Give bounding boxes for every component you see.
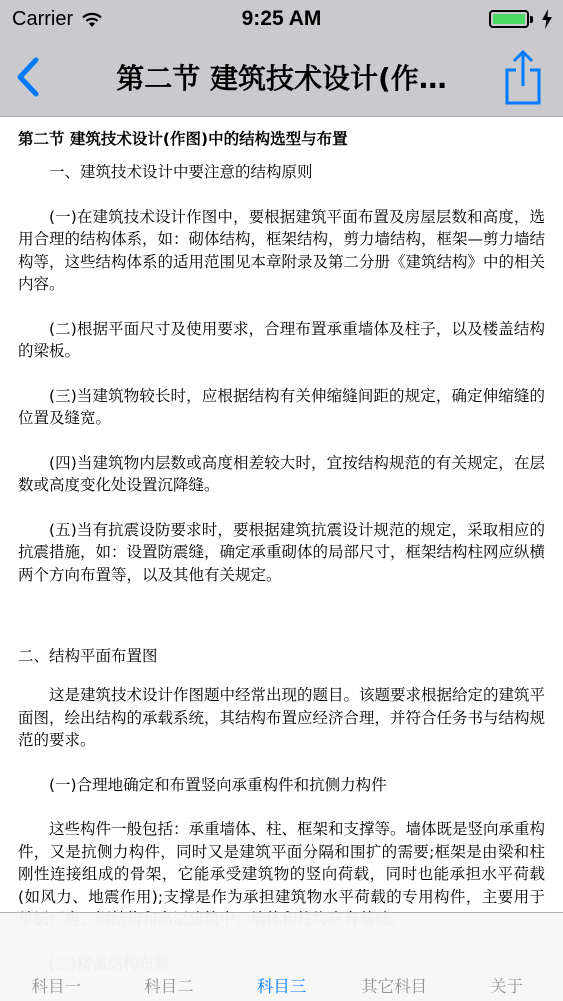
page-title: 第二节 建筑技术设计(作…	[116, 62, 447, 95]
battery-icon	[489, 10, 529, 28]
document-title: 第二节 建筑技术设计(作图)中的结构选型与布置	[18, 130, 348, 148]
charging-bolt-icon	[541, 9, 553, 29]
share-icon	[501, 48, 545, 106]
tab-subject-3[interactable]: 科目三	[256, 977, 307, 996]
tab-bar	[0, 912, 563, 1001]
share-button[interactable]	[501, 48, 545, 106]
paragraph: 这些构件一般包括：承重墙体、柱、框架和支撑等。墙体既是竖向承重构件，又是抗侧力构件，同时又是建筑平面分隔和围扩的需要;框架是由梁和柱刚性连接组成的骨架，它能承受建筑物的竖向荷载，同时也能承担水平荷载(如风力、地震作用);支撑是作为承担建筑物水平荷载的专用构件，主要用于	[18, 820, 546, 906]
section-heading: 一、建筑技术设计中要注意的结构原则	[49, 163, 313, 181]
navigation-bar	[0, 40, 563, 117]
tab-subject-1[interactable]: 科目一	[31, 977, 82, 996]
status-right	[489, 9, 553, 29]
paragraph: (四)当建筑物内层数或高度相差较大时，宜按结构规范的有关规定，在层数或高度变化处设置沉降缝。	[18, 453, 545, 494]
paragraph: 这是建筑技术设计作图题中经常出现的题目。该题要求根据给定的建筑平面图，绘出结构的承载系统，其结构布置应经济合理，并符合任务书与结构规范的要求。	[18, 686, 546, 749]
carrier-label: Carrier	[12, 8, 74, 30]
tab-about[interactable]: 关于	[490, 977, 524, 996]
document-content[interactable]	[0, 117, 563, 912]
chevron-left-icon	[10, 52, 50, 102]
paragraph: (二)根据平面尺寸及使用要求，合理布置承重墙体及柱子，以及楼盖结构的梁板。	[18, 319, 545, 360]
back-button[interactable]	[10, 52, 50, 102]
status-time: 9:25 AM	[241, 7, 322, 30]
paragraph: (五)当有抗震设防要求时，要根据建筑抗震设计规范的规定，采取相应的抗震措施，如：设置防震缝，确定承重砌体的局部尺寸，框架结构柱网应纵横两个方向布置等，以及其他有关规定。	[18, 520, 546, 584]
tab-subject-2[interactable]: 科目二	[144, 977, 194, 996]
battery-level	[493, 14, 525, 24]
status-bar	[0, 0, 563, 40]
paragraph: (一)合理地确定和布置竖向承重构件和抗侧力构件	[49, 775, 387, 794]
tab-other-subjects[interactable]: 其它科目	[361, 977, 428, 996]
paragraph: (一)在建筑技术设计作图中，要根据建筑平面布置及房屋层数和高度，选用合理的结构体系，如：砌体结构，框架结构，剪力墙结构，框架—剪力墙结构等，这些结构体系的适用范围见本章附录及第二分册《建筑结构》中的相关内容。	[18, 207, 546, 293]
section-heading: 二、结构平面布置图	[18, 647, 158, 665]
paragraph: (三)当建筑物较长时，应根据结构有关伸缩缝间距的规定，确定伸缩缝的位置及缝宽。	[18, 386, 545, 427]
